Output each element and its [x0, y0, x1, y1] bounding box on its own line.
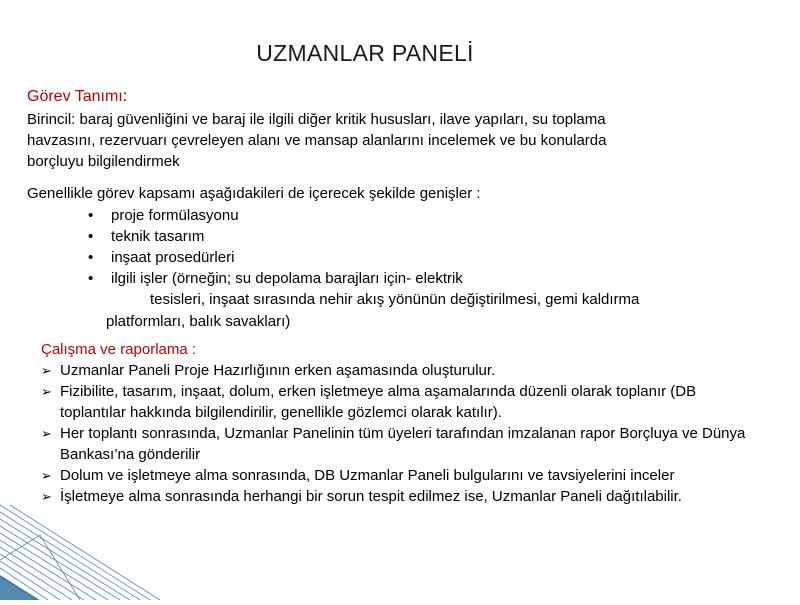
arrow-bullet-icon: ➢ [41, 489, 52, 504]
list-item-continuation: tesisleri, inşaat sırasında nehir akış yönünün değiştirilmesi, gemi kaldırma [150, 291, 640, 308]
list-item [41, 360, 751, 381]
gorev-heading-label: Görev Tanımı [27, 88, 123, 105]
arrow-bullet-icon: ➢ [41, 384, 52, 399]
arrow-bullet-icon: ➢ [41, 468, 52, 483]
bullet-dot-icon: • [88, 249, 94, 266]
list-item [0, 247, 780, 268]
list-item [41, 423, 751, 465]
list-item-text: proje formülasyonu [111, 207, 239, 224]
list-item-text: Fizibilite, tasarım, inşaat, dolum, erken işletmeye alma aşamalarında düzenli olarak toplanır (DB toplantılar hakkında bilgilendirilir, genellikle gözlemci olarak katılır). [60, 383, 697, 421]
list-item [41, 465, 751, 486]
list-item [0, 205, 780, 226]
list-item-text: Uzmanlar Paneli Proje Hazırlığının erken aşamasında oluşturulur. [60, 362, 496, 379]
list-item [41, 486, 751, 507]
list-item-continuation: platformları, balık savakları) [106, 313, 291, 330]
gorev-line: Birincil: baraj güvenliğini ve baraj ile ilgili diğer kritik hususları, ilave yapıları, su toplama [27, 111, 606, 128]
list-item-text: ilgili işler (örneğin; su depolama barajları için- elektrik [111, 270, 463, 287]
work-checklist [41, 360, 751, 507]
scope-intro: Genellikle görev kapsamı aşağıdakileri de içerecek şekilde genişler : [27, 185, 481, 202]
gorev-heading [27, 88, 127, 106]
gorev-line: borçluyu bilgilendirmek [27, 153, 180, 170]
gorev-description [27, 109, 757, 172]
arrow-bullet-icon: ➢ [41, 426, 52, 441]
bullet-dot-icon: • [88, 270, 94, 287]
page-title: UZMANLAR PANELİ [256, 40, 474, 66]
arrow-bullet-icon: ➢ [41, 363, 52, 378]
scope-bullet-list [0, 205, 780, 333]
list-item [41, 381, 751, 423]
list-item-text: inşaat prosedürleri [111, 249, 235, 266]
work-heading: Çalışma ve raporlama : [41, 341, 197, 358]
list-item [0, 226, 780, 247]
list-item-text: Her toplantı sonrasında, Uzmanlar Panelinin tüm üyeleri tarafından imzalanan rapor Borçluya ve Dünya Bankası’na gönderilir [60, 425, 746, 463]
gorev-heading-colon: : [122, 88, 128, 105]
gorev-line: havzasını, rezervuarı çevreleyen alanı ve mansap alanlarını incelemek ve bu konularda [27, 132, 607, 149]
list-item-text: teknik tasarım [111, 228, 205, 245]
list-item [0, 268, 780, 289]
list-item-text: İşletmeye alma sonrasında herhangi bir sorun tespit edilmez ise, Uzmanlar Paneli dağıtılabilir. [60, 488, 682, 505]
bullet-dot-icon: • [88, 228, 94, 245]
list-item-text: Dolum ve işletmeye alma sonrasında, DB Uzmanlar Paneli bulgularını ve tavsiyelerini inceler [60, 467, 675, 484]
bullet-dot-icon: • [88, 207, 94, 224]
